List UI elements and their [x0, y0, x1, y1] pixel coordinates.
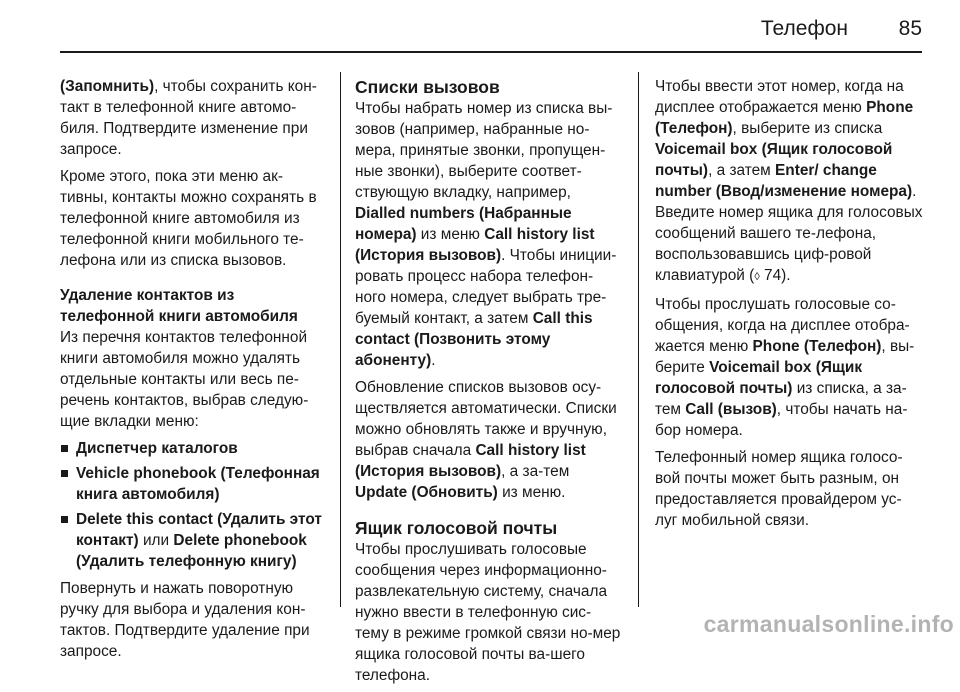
ui-term: Phone (Телефон)	[655, 99, 914, 137]
paragraph: Телефонный номер ящика голосо-вой почты может быть разным, он предоставляется провайдером ус-луг мобильной связи.	[655, 449, 903, 529]
list-item	[60, 509, 328, 572]
column-divider-2	[638, 72, 639, 607]
text: , выберите из списка	[732, 120, 883, 137]
paragraph: Кроме этого, пока эти меню ак-тивны, контакты можно сохранять в телефонной книге автомобиля из телефонной книги мобильного те-лефона или из списка вызовов.	[60, 168, 317, 269]
text: .	[431, 352, 436, 369]
column-3	[655, 76, 923, 537]
list-item-text: Диспетчер каталогов	[76, 440, 238, 457]
page-reference-icon: ◊	[754, 271, 760, 283]
text: из меню.	[497, 484, 566, 501]
ui-term: Call (вызов)	[685, 401, 777, 418]
ui-term: Phone (Телефон)	[752, 338, 882, 355]
text: , вы-берите	[655, 338, 915, 376]
ui-term: Call this contact (Позвонить этому абоненту)	[355, 310, 593, 369]
page-header	[0, 0, 960, 60]
list-item-connector: или	[138, 532, 174, 549]
column-2	[355, 76, 623, 692]
text: Чтобы набрать номер из списка вы-зовов (например, набранные но-мера, принятые звонки, пропущен-ные звонки), выберите соответ-ствующую вкладку, например,	[355, 100, 613, 201]
bullet-square-icon	[61, 470, 68, 477]
paragraph: Повернуть и нажать поворотную ручку для выбора и удаления кон-тактов. Подтвердите удаление при запросе.	[60, 580, 310, 660]
paragraph	[655, 76, 923, 288]
ui-term: Dialled numbers (Набранные номера)	[355, 205, 572, 243]
bullet-list	[60, 438, 328, 572]
ui-term: Call history list (История вызовов)	[355, 442, 586, 480]
text: из списка, а за-тем	[655, 380, 907, 418]
paragraph: Чтобы прослушивать голосовые сообщения через информационно-развлекательную систему, сначала нужно ввести в телефонную сис-тему в режиме громкой связи но-мер ящика голосовой почты ва-шего телефона.	[355, 541, 621, 684]
header-rule	[60, 51, 922, 53]
list-item-text: Delete phonebook (Удалить телефонную книгу)	[76, 532, 307, 570]
bullet-square-icon	[61, 516, 68, 523]
ui-term: Update (Обновить)	[355, 484, 498, 501]
text: , а за-тем	[501, 463, 570, 480]
ui-term: (Запомнить)	[60, 78, 155, 95]
list-item	[60, 438, 328, 459]
paragraph	[355, 377, 623, 503]
text: , а затем	[708, 162, 776, 179]
paragraph	[355, 98, 623, 371]
list-item-text: Vehicle phonebook (Телефонная книга автомобиля)	[76, 465, 320, 503]
text: Обновление списков вызовов осу-ществляется автоматически. Списки можно обновлять также и вручную, выбрав сначала	[355, 379, 617, 459]
text: 74).	[759, 267, 791, 284]
ui-term: Call history list (История вызовов)	[355, 226, 595, 264]
paragraph	[60, 76, 328, 160]
text: , чтобы сохранить кон-такт в телефонной книге автомо-биля. Подтвердите изменение при запросе.	[60, 78, 317, 158]
ui-term: Voicemail box (Ящик голосовой почты)	[655, 359, 863, 397]
column-1	[60, 76, 328, 668]
text: из меню	[416, 226, 485, 243]
list-item-text: Delete this contact (Удалить этот контакт)	[76, 511, 322, 549]
section-heading: Списки вызовов	[355, 77, 500, 97]
subheading: Удаление контактов из телефонной книги автомобиля	[60, 287, 298, 325]
list-item	[60, 463, 328, 505]
paragraph	[655, 294, 923, 441]
section-heading: Ящик голосовой почты	[355, 518, 558, 538]
page-number: 85	[898, 17, 922, 40]
page-title: Телефон	[760, 17, 848, 40]
text: . Введите номер ящика для голосовых сообщений вашего те-лефона, воспользовавшись циф-ровой клавиатурой (	[655, 183, 923, 284]
watermark: carmanualsonline.info	[703, 611, 954, 637]
column-divider-1	[340, 72, 341, 607]
paragraph: Из перечня контактов телефонной книги автомобиля можно удалять отдельные контакты или весь пе-речень контактов, выбрав следую-щие вкладки меню:	[60, 329, 309, 430]
text: Чтобы прослушать голосовые со-общения, когда на дисплее отобра-жается меню	[655, 296, 910, 355]
text: . Чтобы иниции-ровать процесс набора телефон-ного номера, следует выбрать тре-буемый контакт, а затем	[355, 247, 617, 327]
text: , чтобы начать на-бор номера.	[655, 401, 908, 439]
ui-term: Enter/ change number (Ввод/изменение номера)	[655, 162, 913, 200]
ui-term: Voicemail box (Ящик голосовой почты)	[655, 141, 893, 179]
bullet-square-icon	[61, 445, 68, 452]
text: Чтобы ввести этот номер, когда на дисплее отображается меню	[655, 78, 904, 116]
